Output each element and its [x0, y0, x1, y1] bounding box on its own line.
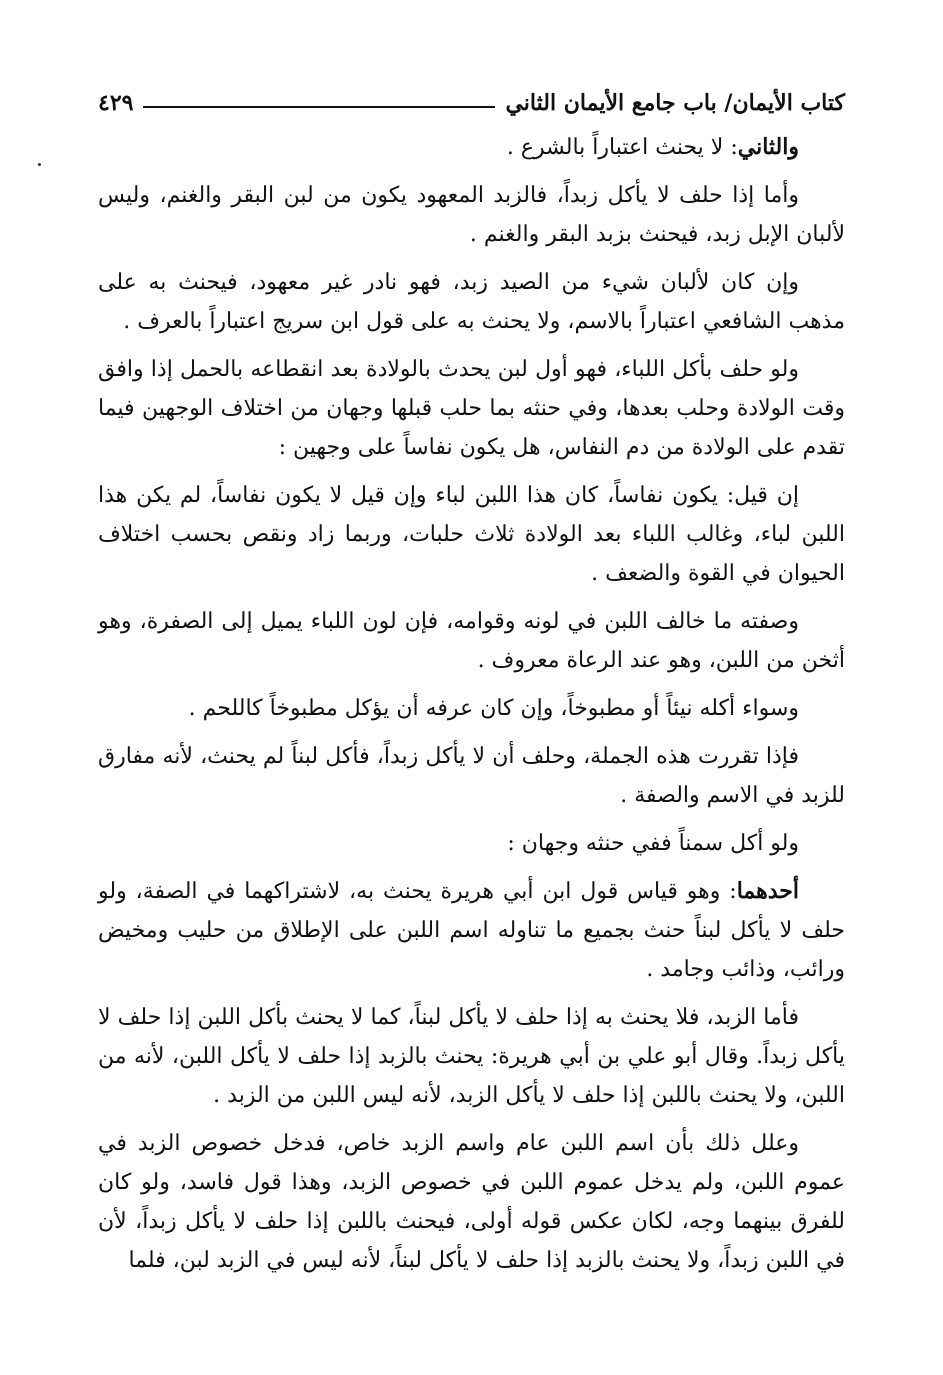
running-header	[98, 86, 845, 120]
paragraph-text: ولو أكل سمناً ففي حنثه وجهان :	[507, 831, 799, 856]
paragraph-lead: والثاني	[737, 134, 799, 160]
paragraph-text: فإذا تقررت هذه الجملة، وحلف أن لا يأكل زبداً، فأكل لبناً لم يحنث، لأنه مفارق للزبد في الاسم والصفة .	[98, 744, 845, 808]
paragraph-text: : وهو قياس قول ابن أبي هريرة يحنث به، لاشتراكهما في الصفة، ولو حلف لا يأكل لبناً حنث بجميع ما تناوله اسم اللبن على الإطلاق من حليب ومخيض ورائب، وذائب وجامد .	[98, 879, 845, 982]
paragraph-text: إن قيل: يكون نفاساً، كان هذا اللبن لباء وإن قيل لا يكون نفاساً، لم يكن هذا اللبن لباء، وغالب اللباء بعد الولادة ثلاث حلبات، وربما زاد ونقص بحسب اختلاف الحيوان في القوة والضعف .	[98, 483, 845, 586]
paragraph-4	[98, 350, 845, 467]
paragraph-10	[98, 872, 845, 989]
paragraph-11	[98, 998, 845, 1115]
page-body	[98, 128, 845, 1289]
paragraph-8	[98, 737, 845, 815]
paragraph-7	[98, 689, 845, 728]
paragraph-2	[98, 176, 845, 254]
paragraph-9	[98, 824, 845, 863]
paragraph-text: وأما إذا حلف لا يأكل زبداً، فالزبد المعهود يكون من لبن البقر والغنم، وليس لألبان الإبل زبد، فيحنث بزبد البقر والغنم .	[98, 183, 845, 247]
paragraph-text: ولو حلف بأكل اللباء، فهو أول لبن يحدث بالولادة بعد انقطاعه بالحمل إذا وافق وقت الولادة وحلب بعدها، وفي حنثه بما حلب قبلها وجهان من اختلاف الوجهين فيما تقدم على الولادة من دم النفاس، هل يكون نفاساً على وجهين :	[98, 357, 845, 460]
paragraph-1	[98, 128, 845, 167]
paragraph-lead: أحدهما	[736, 878, 799, 904]
header-rule	[143, 106, 495, 108]
running-title: كتاب الأيمان/ باب جامع الأيمان الثاني	[505, 90, 845, 116]
page-number: ٤٢٩	[98, 90, 134, 116]
scan-speck	[38, 163, 41, 166]
paragraph-text: فأما الزبد، فلا يحنث به إذا حلف لا يأكل لبناً، كما لا يحنث بأكل اللبن إذا حلف لا يأكل زبداً. وقال أبو علي بن أبي هريرة: يحنث بالزبد إذا حلف لا يأكل اللبن، لأنه من اللبن، ولا يحنث باللبن إذا حلف لا يأكل الزبد، لأنه ليس اللبن من الزبد .	[98, 1005, 845, 1108]
paragraph-text: وسواء أكله نيئاً أو مطبوخاً، وإن كان عرفه أن يؤكل مطبوخاً كاللحم .	[188, 696, 799, 721]
paragraph-6	[98, 602, 845, 680]
paragraph-12	[98, 1124, 845, 1280]
paragraph-text: وإن كان لألبان شيء من الصيد زبد، فهو نادر غير معهود، فيحنث به على مذهب الشافعي اعتباراً بالاسم، ولا يحنث به على قول ابن سريج اعتباراً بالعرف .	[98, 270, 845, 334]
paragraph-3	[98, 263, 845, 341]
paragraph-text: : لا يحنث اعتباراً بالشرع .	[506, 135, 738, 160]
paragraph-5	[98, 476, 845, 593]
paragraph-text: وصفته ما خالف اللبن في لونه وقوامه، فإن لون اللباء يميل إلى الصفرة، وهو أثخن من اللبن، وهو عند الرعاة معروف .	[98, 609, 845, 673]
paragraph-text: وعلل ذلك بأن اسم اللبن عام واسم الزبد خاص، فدخل خصوص الزبد في عموم اللبن، ولم يدخل عموم اللبن في خصوص الزبد، وهذا قول فاسد، ولو كان للفرق بينهما وجه، لكان عكس قوله أولى، فيحنث باللبن إذا حلف لا يأكل زبداً، لأن في اللبن زبداً، ولا يحنث بالزبد إذا حلف لا يأكل لبناً، لأنه ليس في الزبد لبن، فلما	[98, 1131, 845, 1273]
